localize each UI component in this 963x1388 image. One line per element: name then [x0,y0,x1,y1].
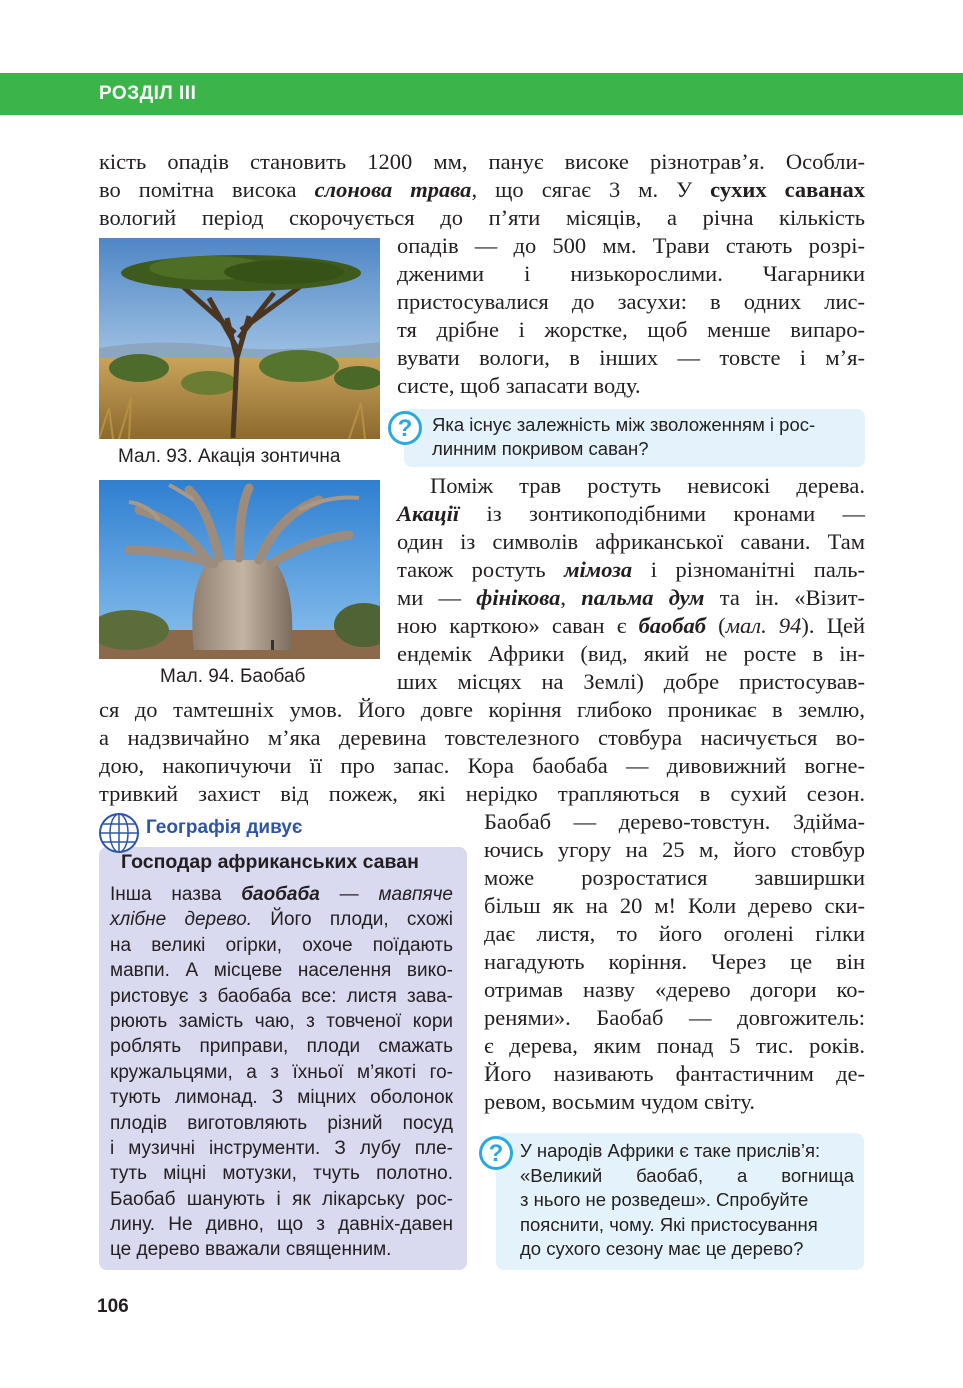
text-run: Його плоди, схожі [252,909,453,931]
acacia-illustration [99,238,380,439]
geo-text-line: мавпи. А місцеве населення вико- [110,960,453,982]
text-line: Баобаб — дерево-товстун. Здійма- [484,809,865,834]
text-line: дає листя, то його оголені гілки [484,921,865,946]
geo-text-line: Баобаб шанують і як лікарську рос- [110,1188,453,1210]
text-line: Його називають фантастичним де- [484,1061,865,1086]
text-line: кість опадів становить 1200 мм, панує високе різнотрав’я. Особли- [99,149,865,174]
baobab-illustration [99,480,380,659]
geo-text-line: і музичні інструменти. З лубу пле- [110,1137,453,1159]
geo-text-line: плодів виготовляють різний посуд [110,1112,453,1134]
key-term: мімоза [564,557,633,582]
text-line [397,584,865,612]
globe-icon [98,812,140,854]
text-run: — [319,884,379,905]
key-term: фінікова [476,585,561,610]
question-2-line: У народів Африки є таке прислів’я: [520,1140,821,1161]
text-line: тя дрібне і жорстке, щоб менше випаро- [397,317,865,342]
text-line [397,556,865,584]
text-line: вувати вологи, в інших — товсте і м’я- [397,345,865,370]
text-line: нагадують коріння. Через це він [484,949,865,974]
text-line [397,612,865,640]
geography-box-heading: Географія дивує [146,817,303,838]
text-run: ). Цей [801,613,865,638]
text-line: дженими і низькорослими. Чагарники [397,261,865,286]
question-2-line: з нього не розведеш». Спробуйте [520,1189,809,1211]
section-header-bar [0,73,963,115]
italic-term: хлібне дерево. [110,909,252,931]
question-icon: ? [388,411,422,445]
key-term: баобаб [638,613,706,638]
text-run: ною карткою» саван є [397,613,639,638]
text-run: , що сягає 3 м. У [471,177,711,202]
text-line: ших місцях на Землі) добре пристосував- [397,669,865,694]
question-2-line: пояснити, чому. Які пристосування [520,1213,818,1235]
text-line: опадів — до 500 мм. Трави стають розрі- [397,233,865,258]
geo-text-line: рюють замість чаю, з товченої кори [110,1010,453,1032]
figure-acacia-photo [99,238,380,439]
text-line: один із символів африканської савани. Там [397,529,865,554]
text-line: отримав назву «дерево догори ко- [484,977,865,1002]
key-term: Акації [397,501,460,526]
text-line: ендемік Африки (вид, який не росте в ін- [397,641,865,666]
geo-text-line: тують лимонад. З міцних оболонок [110,1087,453,1109]
figure-94-caption: Мал. 94. Баобаб [160,666,306,687]
section-label: РОЗДІЛ ІІІ [99,83,197,104]
italic-term: мавпяче [378,884,453,905]
text-line: ся до тамтешніх умов. Його довге коріння глибоко проникає в землю, [99,697,865,722]
text-run: Інша назва [110,884,242,905]
question-2-line: до сухого сезону має це дерево? [520,1238,804,1260]
text-run: во помітна висока [99,177,315,202]
text-line: дою, накопичуючи її про запас. Кора баобаба — дивовижний вогне- [99,753,865,778]
text-run: ми — [397,585,477,610]
question-icon: ? [479,1136,513,1170]
geo-text-line: лину. Не дивно, що з давніх-давен [110,1214,453,1236]
text-line: ючись угору на 25 м, його стовбур [484,837,865,862]
key-term: пальма дум [581,585,705,610]
text-line: тривкий захист від пожеж, які нерідко трапляються в сухий сезон. [99,781,865,806]
text-line [397,500,865,528]
geography-box-title: Господар африканських саван [121,851,419,873]
figure-baobab-photo [99,480,380,659]
key-term: сухих саванах [710,177,865,202]
text-line: систе, щоб запасати воду. [397,373,641,398]
geo-text-line [110,907,453,932]
text-run: та ін. «Візит- [704,585,866,610]
question-1-line: линним покривом саван? [432,438,649,459]
text-line: а надзвичайно м’яка деревина товстелезного стовбура насичується во- [99,725,865,750]
question-1-text [432,413,815,461]
question-1-line: Яка існує залежність між зволоженням і рос- [432,414,816,435]
text-line: Поміж трав ростуть невисокі дерева. [430,473,865,498]
text-line: може розростатися завширшки [484,865,865,890]
text-line: є дерева, яким понад 5 тис. років. [484,1033,865,1058]
page-number: 106 [97,1296,129,1317]
text-run: також ростуть [397,557,565,582]
geo-text-line: на великі огірки, охоче поїдають [110,934,453,956]
text-run: ( [706,613,726,638]
key-term: слонова трава [314,177,472,202]
key-term: баобаба [241,884,320,905]
text-line [99,176,865,204]
geo-text-line: це дерево вважали священним. [110,1239,392,1261]
text-run: і різноманітні паль- [632,557,865,582]
question-2-line: «Великий баобаб, а вогнища [520,1164,854,1186]
geo-text-line: роблять приправи, плоди смажать [110,1036,453,1058]
text-line: пристосувалися до засухи: в одних лис- [397,289,865,314]
italic-term: мал. 94 [725,613,802,638]
text-line: ренями». Баобаб — довгожитель: [484,1005,865,1030]
geo-text-line [110,882,453,907]
geo-text-line: ристовує з баобаба все: листя зава- [110,985,453,1007]
geo-text-line: туть міцні мотузки, тчуть полотно. [110,1163,453,1185]
text-run: , [560,585,582,610]
question-2-text [520,1139,854,1262]
text-line: більш як на 20 м! Коли дерево ски- [484,893,865,918]
text-line: ревом, восьмим чудом світу. [484,1089,755,1114]
geo-text-line: кружальцями, а з їхньої м’якоті го- [110,1061,453,1083]
text-line: вологий період скорочується до п’яти місяців, а річна кількість [99,205,865,230]
geography-box-text [110,882,453,1263]
text-run: із зонтикоподібними кронами — [459,501,865,526]
figure-93-caption: Мал. 93. Акація зонтична [118,446,341,467]
